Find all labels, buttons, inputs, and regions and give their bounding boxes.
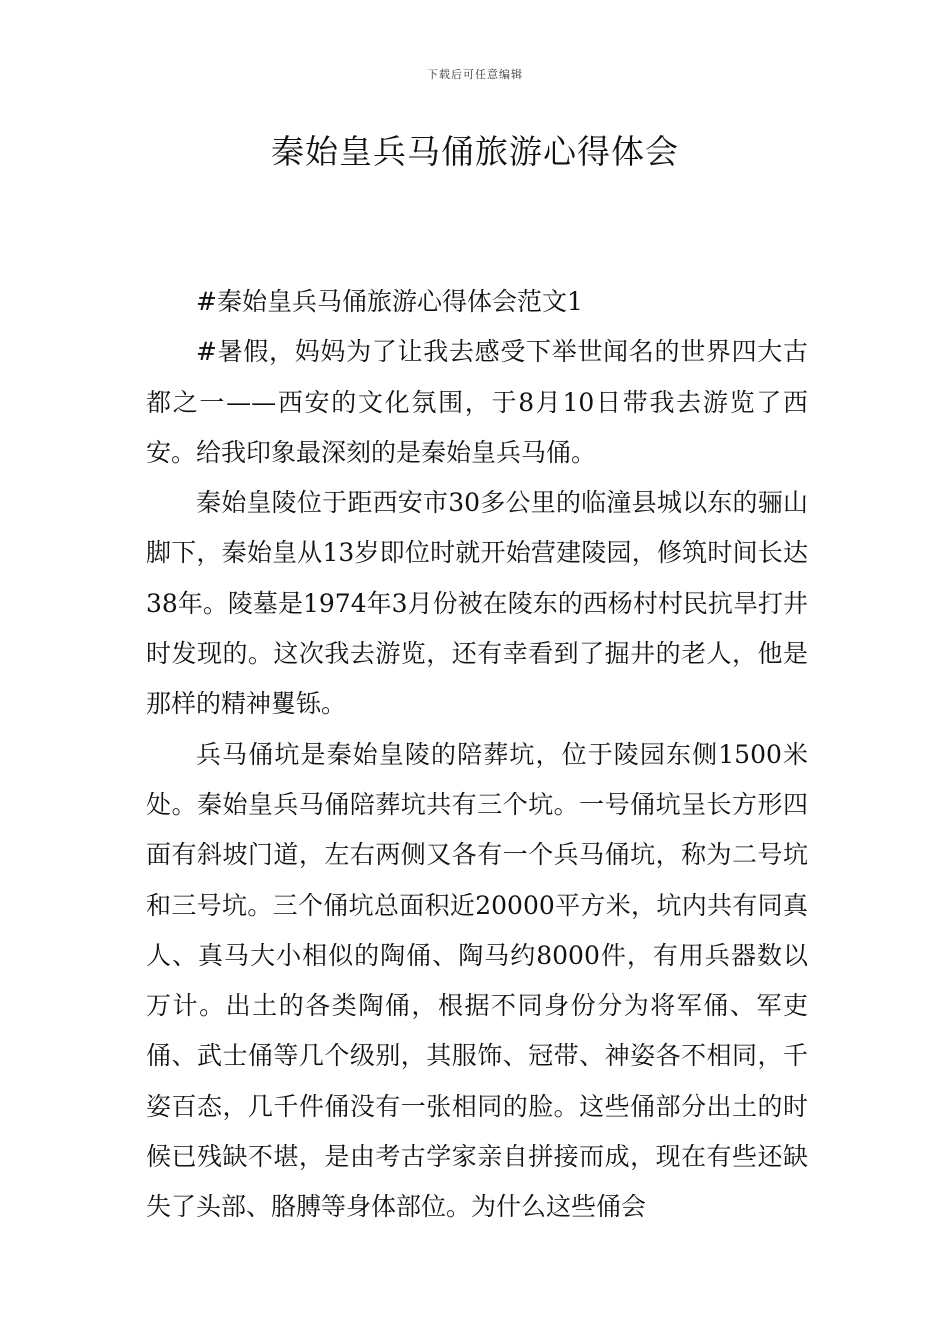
header-note: 下载后可任意编辑 [427, 68, 523, 81]
document-title: 秦始皇兵马俑旅游心得体会 [271, 132, 679, 171]
paragraph-3: 秦始皇陵位于距西安市30多公里的临潼县城以东的骊山脚下，秦始皇从13岁即位时就开始营建陵园，修筑时间长达38年。陵墓是1974年3月份被在陵东的西杨村村民抗旱打井时发现的。这次我去游览，还有幸看到了掘井的老人，他是那样的精神矍铄。 [146, 488, 808, 719]
paragraph-2: #暑假，妈妈为了让我去感受下举世闻名的世界四大古都之一——西安的文化氛围，于8月10日带我去游览了西安。给我印象最深刻的是秦始皇兵马俑。 [146, 337, 808, 467]
paragraph-4: 兵马俑坑是秦始皇陵的陪葬坑，位于陵园东侧1500米处。秦始皇兵马俑陪葬坑共有三个坑。一号俑坑呈长方形四面有斜坡门道，左右两侧又各有一个兵马俑坑，称为二号坑和三号坑。三个俑坑总面积近20000平方米，坑内共有同真人、真马大小相似的陶俑、陶马约8000件，有用兵器数以万计。出土的各类陶俑，根据不同身份分为将军俑、军吏俑、武士俑等几个级别，其服饰、冠带、神姿各不相同，千姿百态，几千件俑没有一张相同的脸。这些俑部分出土的时候已残缺不堪，是由考古学家亲自拼接而成，现在有些还缺失了头部、胳膊等身体部位。为什么这些俑会 [146, 739, 808, 1222]
paragraph-1: #秦始皇兵马俑旅游心得体会范文1 [196, 287, 583, 316]
document-body [146, 277, 808, 1233]
